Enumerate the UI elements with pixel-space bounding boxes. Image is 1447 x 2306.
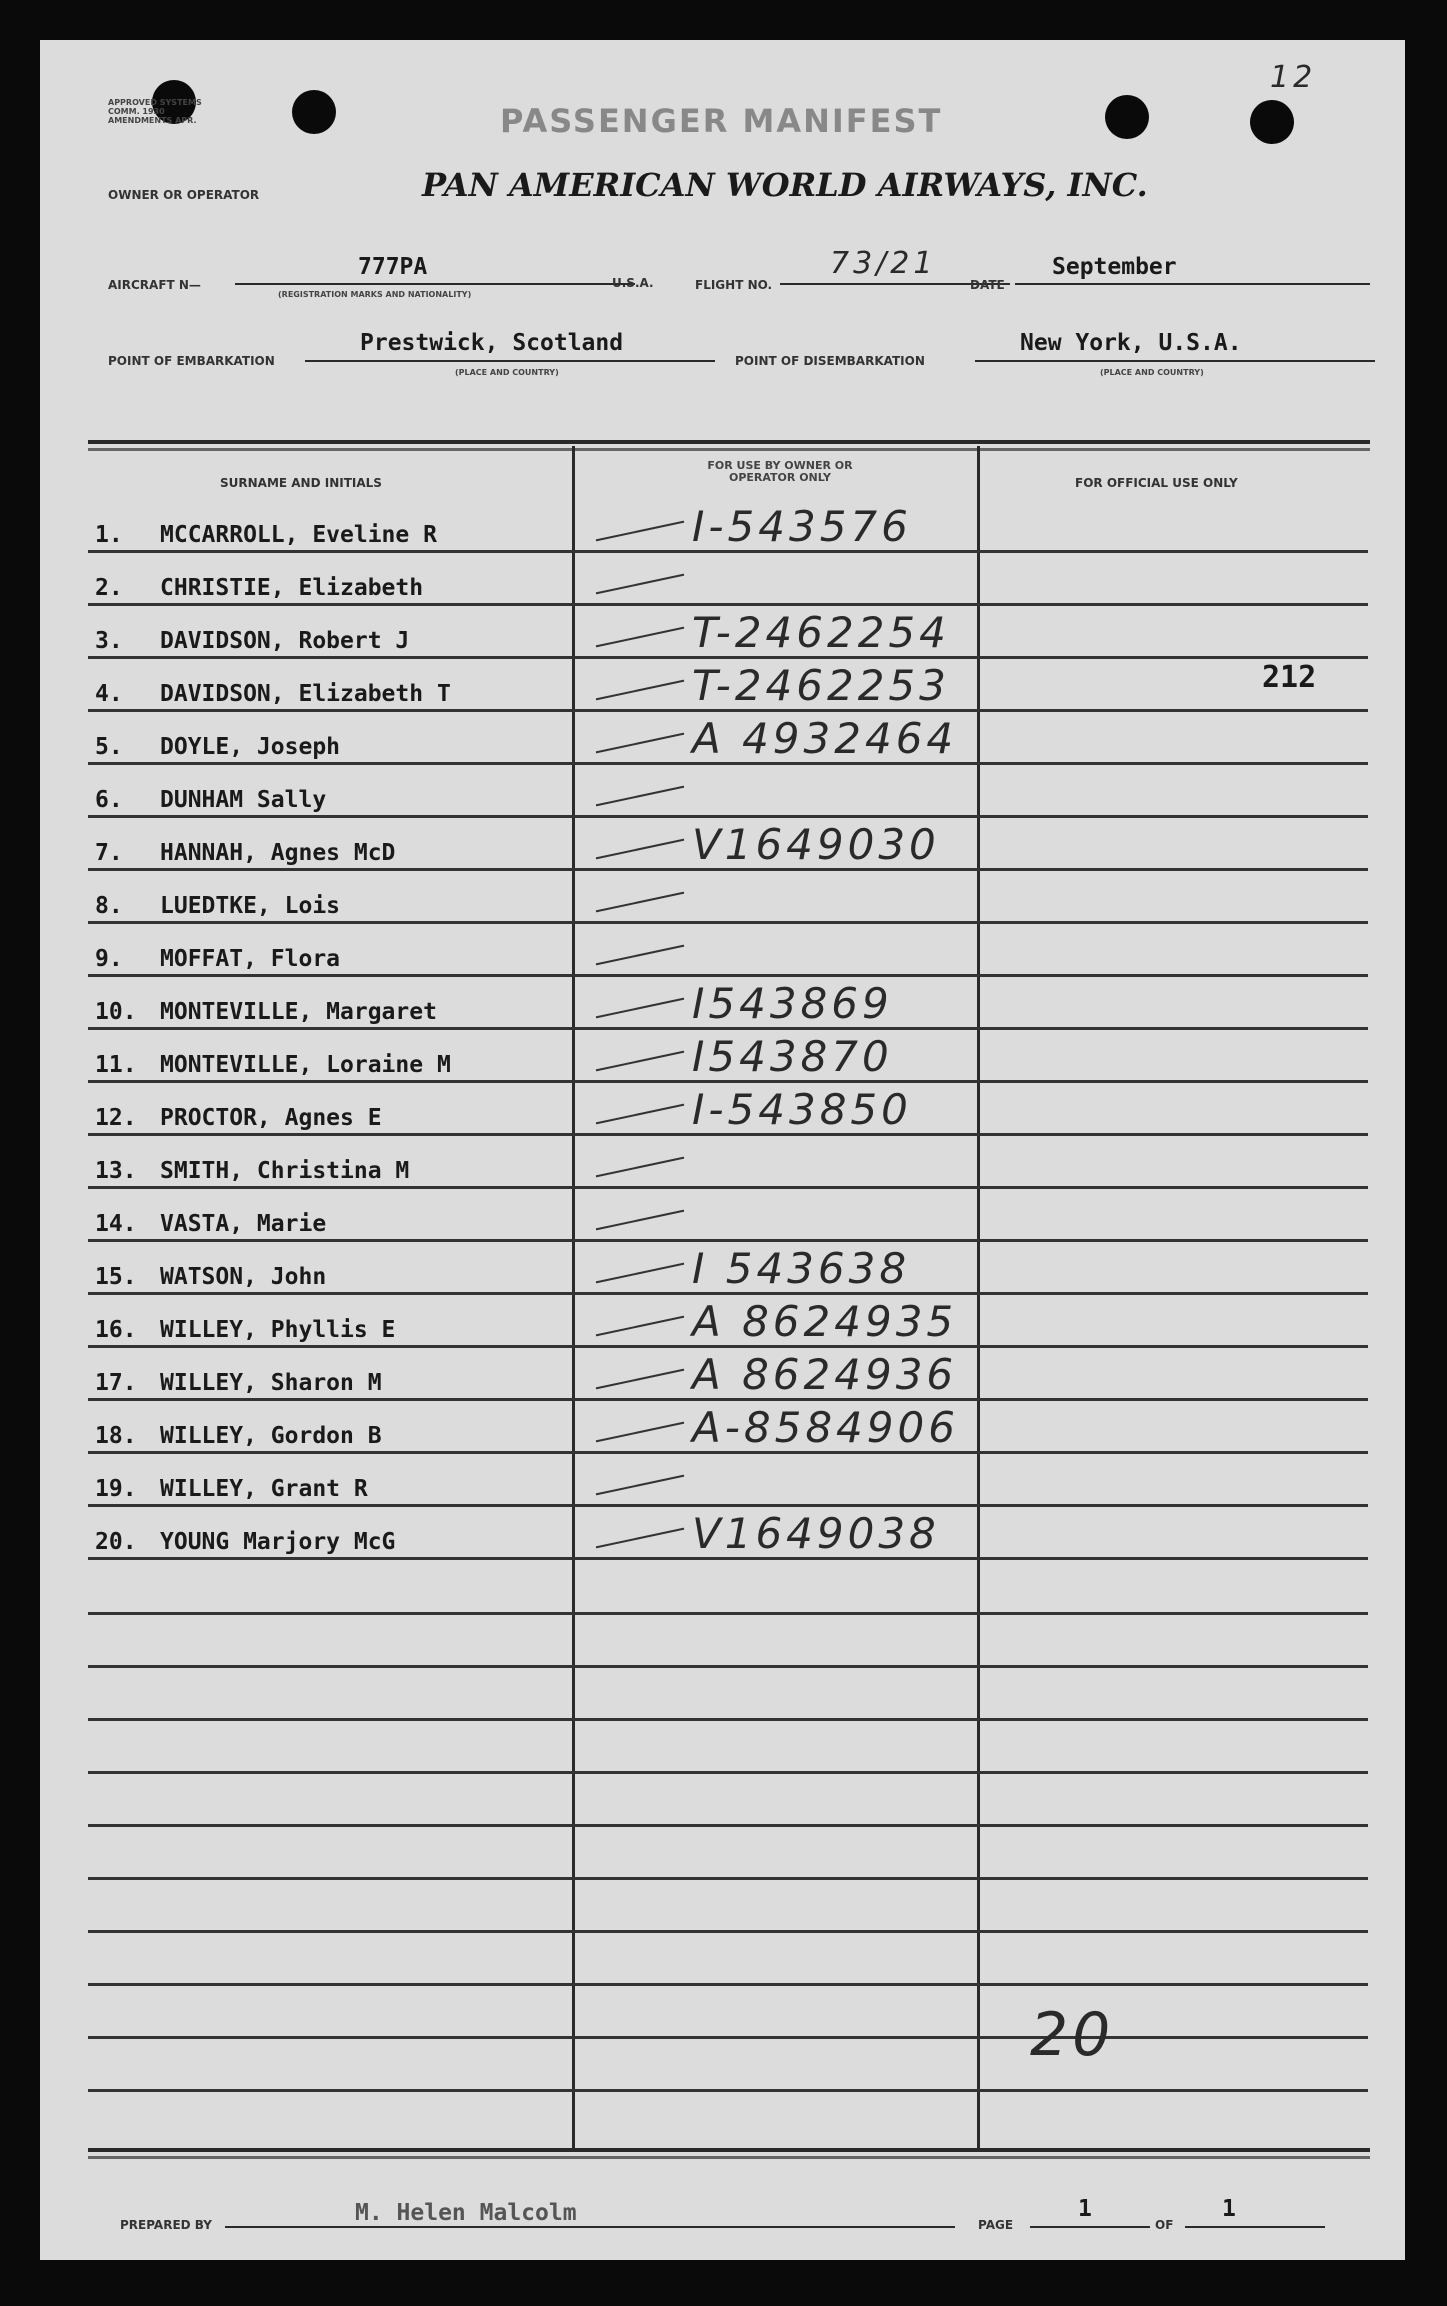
col-header-owner: FOR USE BY OWNER OR OPERATOR ONLY	[707, 459, 853, 484]
row-rule	[88, 2036, 1368, 2039]
flight-value: 73/21	[830, 246, 937, 281]
row-number: 19.	[95, 1476, 137, 1502]
passenger-name: CHRISTIE, Elizabeth	[160, 575, 424, 601]
company-name: PAN AMERICAN WORLD AIRWAYS, INC.	[422, 166, 1148, 204]
document-number: I543870	[692, 1032, 893, 1081]
check-mark	[596, 1051, 684, 1072]
passenger-name: MOFFAT, Flora	[160, 946, 341, 972]
passenger-name: DOYLE, Joseph	[160, 734, 341, 760]
passenger-name: WILLEY, Phyllis E	[160, 1317, 396, 1343]
passenger-name: MONTEVILLE, Loraine M	[160, 1052, 451, 1078]
passenger-name: DAVIDSON, Elizabeth T	[160, 681, 451, 707]
official-mark: 212	[1262, 660, 1317, 695]
check-mark	[596, 892, 684, 913]
aircraft-value: 777PA	[358, 254, 428, 280]
embark-value: Prestwick, Scotland	[360, 330, 624, 356]
check-mark	[596, 733, 684, 754]
row-number: 6.	[95, 787, 123, 813]
row-rule	[88, 1665, 1368, 1668]
row-number: 9.	[95, 946, 123, 972]
passenger-name: DUNHAM Sally	[160, 787, 327, 813]
disembark-value: New York, U.S.A.	[1020, 330, 1242, 356]
document-number: I 543638	[692, 1244, 911, 1293]
row-rule	[88, 1771, 1368, 1774]
row-number: 18.	[95, 1423, 137, 1449]
row-number: 16.	[95, 1317, 137, 1343]
row-rule	[88, 921, 1368, 924]
row-number: 17.	[95, 1370, 137, 1396]
document-number: I-543850	[692, 1085, 912, 1134]
corner-mark: 12	[1270, 60, 1317, 95]
passenger-name: LUEDTKE, Lois	[160, 893, 341, 919]
row-number: 20.	[95, 1529, 137, 1555]
document-number: A 8624935	[692, 1297, 958, 1346]
page-value: 1	[1078, 2196, 1092, 2222]
passenger-name: WILLEY, Gordon B	[160, 1423, 382, 1449]
date-value: September	[1052, 254, 1177, 280]
document-number: A 4932464	[692, 714, 958, 763]
embark-note: (PLACE AND COUNTRY)	[455, 368, 559, 377]
row-rule	[88, 1824, 1368, 1827]
prepared-label: PREPARED BY	[120, 2218, 212, 2232]
check-mark	[596, 1475, 684, 1496]
row-number: 5.	[95, 734, 123, 760]
row-rule	[88, 2089, 1368, 2092]
total-mark: 20	[1030, 2000, 1115, 2070]
aircraft-note: (REGISTRATION MARKS AND NATIONALITY)	[278, 290, 472, 299]
row-rule	[88, 1612, 1368, 1615]
check-mark	[596, 1422, 684, 1443]
document-number: V1649030	[692, 820, 940, 869]
row-number: 2.	[95, 575, 123, 601]
punch-hole	[1250, 100, 1294, 144]
disembark-label: POINT OF DISEMBARKATION	[735, 354, 925, 368]
row-number: 11.	[95, 1052, 137, 1078]
check-mark	[596, 1528, 684, 1549]
check-mark	[596, 1104, 684, 1125]
aircraft-label: AIRCRAFT N—	[108, 278, 201, 292]
row-rule	[88, 1504, 1368, 1507]
check-mark	[596, 680, 684, 701]
date-label: DATE	[970, 278, 1005, 292]
check-mark	[596, 839, 684, 860]
passenger-name: MONTEVILLE, Margaret	[160, 999, 437, 1025]
check-mark	[596, 627, 684, 648]
row-number: 12.	[95, 1105, 137, 1131]
check-mark	[596, 786, 684, 807]
document-number: T-2462254	[692, 608, 950, 657]
row-rule	[88, 603, 1368, 606]
passenger-name: MCCARROLL, Eveline R	[160, 522, 437, 548]
passenger-name: VASTA, Marie	[160, 1211, 327, 1237]
row-rule	[88, 1718, 1368, 1721]
check-mark	[596, 1316, 684, 1337]
row-number: 13.	[95, 1158, 137, 1184]
owner-label: OWNER OR OPERATOR	[108, 188, 260, 202]
col-header-official: FOR OFFICIAL USE ONLY	[1075, 476, 1238, 490]
row-rule	[88, 1877, 1368, 1880]
form-title: PASSENGER MANIFEST	[500, 102, 943, 140]
passenger-name: SMITH, Christina M	[160, 1158, 410, 1184]
embark-label: POINT OF EMBARKATION	[108, 354, 275, 368]
passenger-name: DAVIDSON, Robert J	[160, 628, 410, 654]
passenger-name: WILLEY, Sharon M	[160, 1370, 382, 1396]
check-mark	[596, 574, 684, 595]
document-number: T-2462253	[692, 661, 950, 710]
punch-hole	[292, 90, 336, 134]
document-number: A 8624936	[692, 1350, 958, 1399]
passenger-name: WILLEY, Grant R	[160, 1476, 368, 1502]
row-number: 1.	[95, 522, 123, 548]
row-number: 4.	[95, 681, 123, 707]
check-mark	[596, 521, 684, 542]
passenger-name: HANNAH, Agnes McD	[160, 840, 396, 866]
document-number: V1649038	[692, 1509, 940, 1558]
of-value: 1	[1222, 2196, 1236, 2222]
row-rule	[88, 974, 1368, 977]
usa-label: U.S.A.	[612, 276, 654, 290]
passenger-name: WATSON, John	[160, 1264, 327, 1290]
document-number: I-543576	[692, 502, 912, 551]
check-mark	[596, 1210, 684, 1231]
punch-hole	[1105, 95, 1149, 139]
prepared-value: M. Helen Malcolm	[355, 2200, 577, 2226]
check-mark	[596, 1157, 684, 1178]
row-number: 14.	[95, 1211, 137, 1237]
row-number: 3.	[95, 628, 123, 654]
row-rule	[88, 815, 1368, 818]
flight-label: FLIGHT NO.	[695, 278, 773, 292]
page-label: PAGE	[978, 2218, 1014, 2232]
row-rule	[88, 1983, 1368, 1986]
approval-stamp: APPROVED SYSTEMS COMM. 1930 AMENDMENTS APR.	[108, 98, 202, 125]
of-label: OF	[1155, 2218, 1174, 2232]
disembark-note: (PLACE AND COUNTRY)	[1100, 368, 1204, 377]
document-number: A-8584906	[692, 1403, 959, 1452]
manifest-sheet	[40, 40, 1405, 2260]
check-mark	[596, 945, 684, 966]
passenger-name: YOUNG Marjory McG	[160, 1529, 396, 1555]
check-mark	[596, 998, 684, 1019]
document-number: I543869	[692, 979, 893, 1028]
passenger-name: PROCTOR, Agnes E	[160, 1105, 382, 1131]
row-number: 8.	[95, 893, 123, 919]
row-number: 7.	[95, 840, 123, 866]
check-mark	[596, 1263, 684, 1284]
row-rule	[88, 1186, 1368, 1189]
col-header-surnames: SURNAME AND INITIALS	[220, 476, 382, 490]
row-number: 10.	[95, 999, 137, 1025]
row-rule	[88, 1930, 1368, 1933]
check-mark	[596, 1369, 684, 1390]
row-rule	[88, 1239, 1368, 1242]
row-number: 15.	[95, 1264, 137, 1290]
